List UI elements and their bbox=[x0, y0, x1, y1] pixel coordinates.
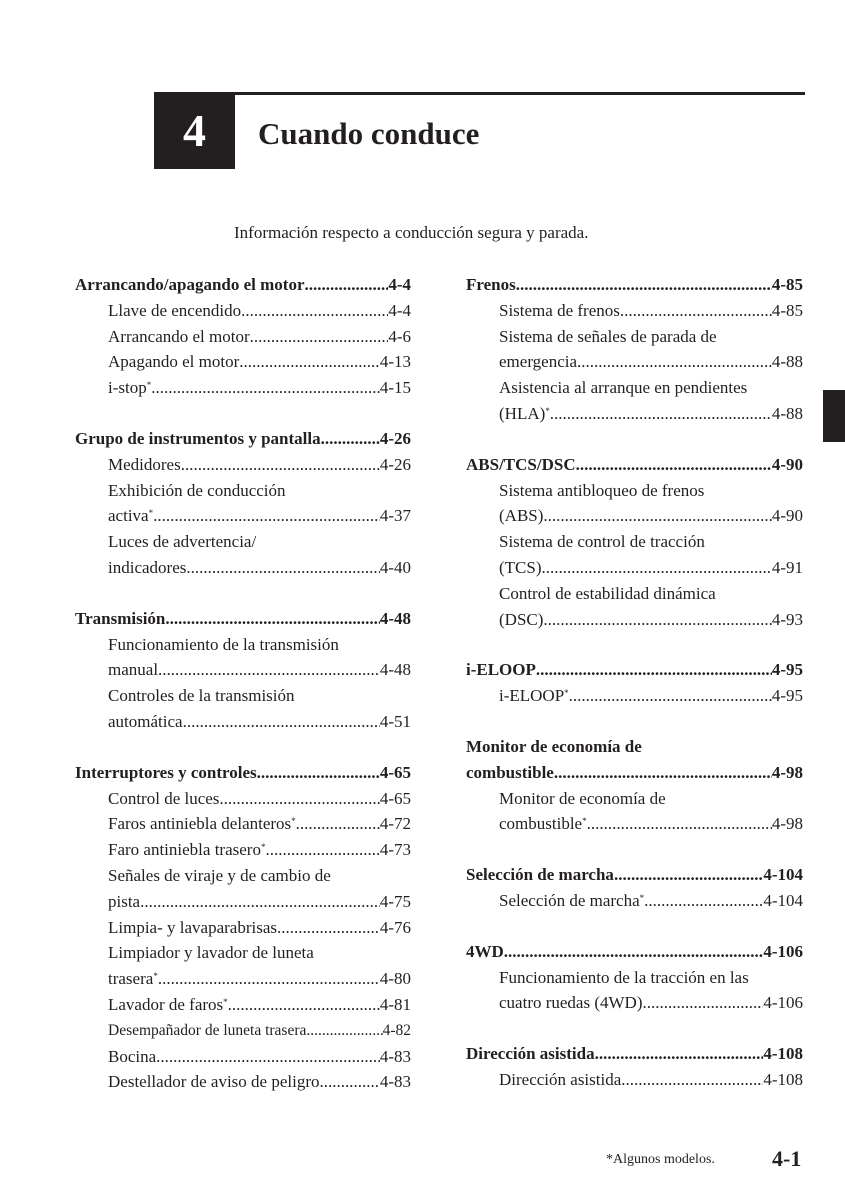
toc-page-ref[interactable]: 4-106 bbox=[763, 993, 803, 1013]
toc-section-title[interactable] bbox=[466, 760, 803, 786]
toc-entry-line bbox=[75, 683, 411, 709]
toc-section-label: Frenos bbox=[466, 275, 516, 294]
footnote-marker: * bbox=[545, 405, 550, 416]
toc-page-ref[interactable]: 4-4 bbox=[388, 300, 411, 320]
dot-leader bbox=[542, 555, 772, 581]
toc-page-ref[interactable]: 4-80 bbox=[379, 969, 411, 989]
footnote-marker: * bbox=[223, 996, 228, 1007]
toc-page-ref[interactable]: 4-83 bbox=[379, 1046, 411, 1066]
toc-page-ref[interactable]: 4-106 bbox=[763, 941, 803, 961]
toc-page-ref[interactable]: 4-90 bbox=[771, 454, 803, 474]
toc-entry-line[interactable] bbox=[75, 298, 411, 324]
toc-section-label: Selección de marcha bbox=[466, 865, 614, 885]
toc-entry-label: Monitor de economía de bbox=[499, 788, 666, 808]
toc-page-ref[interactable]: 4-65 bbox=[379, 762, 411, 782]
toc-entry-line bbox=[466, 786, 803, 812]
toc-section-title[interactable] bbox=[75, 272, 411, 298]
toc-page-ref[interactable]: 4-104 bbox=[763, 890, 803, 910]
toc-entry-label: emergencia bbox=[499, 352, 578, 372]
toc-entry-line[interactable] bbox=[466, 607, 803, 633]
toc-entry-line bbox=[75, 529, 411, 555]
toc-entry-label: pista bbox=[108, 891, 141, 911]
dot-leader bbox=[576, 452, 772, 478]
toc-section bbox=[466, 657, 803, 709]
toc-entry-line[interactable] bbox=[75, 837, 411, 863]
toc-section-title[interactable] bbox=[466, 862, 803, 888]
toc-section-title[interactable] bbox=[466, 939, 803, 965]
toc-section-label: Monitor de economía de bbox=[466, 736, 642, 756]
dot-leader bbox=[158, 657, 380, 683]
toc-page-ref[interactable]: 4-26 bbox=[379, 428, 411, 448]
toc-entry-line[interactable] bbox=[75, 324, 411, 350]
toc-entry-label: (HLA) bbox=[499, 403, 546, 423]
dot-leader bbox=[257, 760, 380, 786]
toc-page-ref[interactable]: 4-93 bbox=[771, 609, 803, 629]
toc-entry-line[interactable] bbox=[75, 889, 411, 915]
toc-entry-line[interactable] bbox=[466, 1067, 803, 1093]
footnote-marker: * bbox=[146, 380, 152, 391]
dot-leader bbox=[644, 888, 763, 914]
toc-entry-line[interactable] bbox=[75, 811, 411, 837]
toc-page-ref[interactable]: 4-85 bbox=[771, 300, 803, 320]
footnote-marker: * bbox=[153, 971, 158, 982]
toc-entry-label: manual bbox=[108, 660, 159, 680]
toc-section-title[interactable] bbox=[466, 452, 803, 478]
toc-entry-label: Control de estabilidad dinámica bbox=[499, 583, 716, 603]
dot-leader bbox=[321, 426, 380, 452]
toc-section bbox=[75, 426, 411, 581]
toc-entry-line bbox=[75, 863, 411, 889]
toc-entry-line[interactable] bbox=[466, 503, 803, 529]
toc-page-ref[interactable]: 4-37 bbox=[379, 506, 411, 526]
toc-entry-label: Apagando el motor bbox=[108, 352, 240, 372]
toc-entry-label: i-stop bbox=[108, 378, 147, 398]
toc-page-ref[interactable]: 4-6 bbox=[388, 326, 411, 346]
toc-entry-label: Medidores bbox=[108, 454, 181, 474]
toc-entry-line[interactable] bbox=[75, 1018, 411, 1044]
dot-leader bbox=[156, 1044, 380, 1070]
dot-leader bbox=[219, 786, 379, 812]
toc-section-label: 4WD bbox=[466, 941, 504, 961]
toc-entry-label: Asistencia al arranque en pendientes bbox=[499, 378, 748, 398]
toc-page-ref[interactable]: 4-4 bbox=[388, 275, 411, 294]
dot-leader bbox=[151, 375, 380, 401]
dot-leader bbox=[554, 760, 772, 786]
dot-leader bbox=[186, 555, 379, 581]
toc-section bbox=[75, 272, 411, 401]
dot-leader bbox=[569, 683, 772, 709]
footnote-marker: * bbox=[639, 892, 645, 903]
dot-leader bbox=[587, 811, 772, 837]
toc-section bbox=[466, 939, 803, 1016]
toc-entry-label: cuatro ruedas (4WD) bbox=[499, 993, 643, 1013]
toc-right-column bbox=[466, 272, 803, 1118]
dot-leader bbox=[305, 272, 389, 298]
toc-entry-label: i-ELOOP bbox=[499, 686, 565, 706]
toc-entry-line[interactable] bbox=[466, 555, 803, 581]
toc-entry-label: Selección de marcha bbox=[499, 890, 640, 910]
dot-leader bbox=[643, 990, 764, 1016]
chapter-thumb-tab bbox=[823, 390, 845, 442]
header-rule bbox=[154, 92, 805, 95]
toc-entry-label: (ABS) bbox=[499, 506, 544, 526]
toc-entry-label: activa bbox=[108, 506, 149, 526]
dot-leader bbox=[241, 298, 388, 324]
toc-page-ref[interactable]: 4-91 bbox=[771, 557, 803, 577]
footnote-marker: * bbox=[260, 842, 266, 853]
toc-section-label: ABS/TCS/DSC bbox=[466, 454, 576, 474]
toc-section bbox=[75, 760, 411, 1095]
toc-page-ref[interactable]: 4-76 bbox=[379, 917, 411, 937]
toc-section-label: combustible bbox=[466, 762, 554, 782]
toc-entry-label: Faro antiniebla trasero bbox=[108, 840, 261, 860]
toc-section-label: Grupo de instrumentos y pantalla bbox=[75, 428, 321, 448]
toc-page-ref[interactable]: 4-85 bbox=[771, 275, 803, 294]
page-number: 4-1 bbox=[772, 1146, 802, 1171]
toc-entry-line bbox=[466, 965, 803, 991]
dot-leader bbox=[550, 401, 772, 427]
footnote: *Algunos modelos. bbox=[606, 1152, 715, 1167]
toc-entry-line bbox=[75, 940, 411, 966]
dot-leader bbox=[504, 939, 764, 965]
dot-leader bbox=[165, 606, 379, 632]
dot-leader bbox=[158, 966, 380, 992]
toc-entry-label: Destellador de aviso de peligro bbox=[108, 1072, 320, 1092]
toc-entry-line bbox=[466, 478, 803, 504]
dot-leader bbox=[536, 657, 772, 683]
toc-page-ref[interactable]: 4-15 bbox=[379, 378, 411, 398]
toc-entry-line[interactable] bbox=[75, 503, 411, 529]
toc-section bbox=[466, 452, 803, 633]
toc-page-ref[interactable]: 4-26 bbox=[379, 454, 411, 474]
toc-entry-line[interactable] bbox=[75, 1044, 411, 1070]
toc-entry-line[interactable] bbox=[75, 657, 411, 683]
chapter-number: 4 bbox=[183, 105, 206, 156]
toc-entry-label: Desempañador de luneta trasera bbox=[108, 1021, 307, 1039]
toc-entry-label: (DSC) bbox=[499, 609, 544, 629]
toc-entry-label: Sistema de frenos bbox=[499, 300, 620, 320]
toc-entry-label: Limpia- y lavaparabrisas bbox=[108, 917, 277, 937]
dot-leader bbox=[621, 1067, 763, 1093]
toc-entry-line[interactable] bbox=[466, 683, 803, 709]
toc-page-ref[interactable]: 4-98 bbox=[771, 814, 803, 834]
toc-entry-line[interactable] bbox=[75, 375, 411, 401]
toc-entry-label: Bocina bbox=[108, 1046, 157, 1066]
toc-page-ref[interactable]: 4-95 bbox=[771, 686, 803, 706]
toc-entry-line bbox=[75, 478, 411, 504]
toc-section bbox=[466, 862, 803, 914]
dot-leader bbox=[228, 992, 380, 1018]
dot-leader bbox=[277, 915, 380, 941]
toc-page-ref[interactable]: 4-48 bbox=[379, 608, 411, 628]
toc-entry-line[interactable] bbox=[75, 709, 411, 735]
toc-entry-label: combustible bbox=[499, 814, 583, 834]
dot-leader bbox=[577, 349, 772, 375]
toc-entry-line bbox=[466, 375, 803, 401]
toc-entry-label: Faros antiniebla delanteros bbox=[108, 814, 292, 834]
toc-section bbox=[466, 272, 803, 427]
toc-section-title[interactable] bbox=[466, 657, 803, 683]
dot-leader bbox=[140, 889, 380, 915]
toc-entry-line bbox=[466, 581, 803, 607]
toc-entry-label: trasera bbox=[108, 969, 154, 989]
toc-section-label: i-ELOOP bbox=[466, 660, 536, 680]
dot-leader bbox=[183, 709, 380, 735]
toc-entry-line[interactable] bbox=[466, 401, 803, 427]
dot-leader bbox=[620, 298, 772, 324]
toc-entry-line[interactable] bbox=[466, 811, 803, 837]
toc-entry-label: Señales de viraje y de cambio de bbox=[108, 865, 331, 885]
dot-leader bbox=[306, 1018, 382, 1044]
footnote-marker: * bbox=[291, 816, 296, 827]
toc-section bbox=[75, 606, 411, 735]
dot-leader bbox=[153, 503, 380, 529]
toc-section-label: Dirección asistida bbox=[466, 1044, 595, 1064]
dot-leader bbox=[614, 862, 763, 888]
toc-entry-label: Funcionamiento de la transmisión bbox=[108, 634, 339, 654]
toc-entry-line[interactable] bbox=[75, 349, 411, 375]
toc-entry-line bbox=[466, 529, 803, 555]
toc-page-ref[interactable]: 4-51 bbox=[379, 711, 411, 731]
toc-page-ref[interactable]: 4-40 bbox=[379, 557, 411, 577]
toc-section-label: Arrancando/apagando el motor bbox=[75, 275, 305, 294]
toc-entry-label: (TCS) bbox=[499, 557, 542, 577]
dot-leader bbox=[543, 503, 771, 529]
toc-entry-line[interactable] bbox=[466, 990, 803, 1016]
dot-leader bbox=[265, 837, 379, 863]
toc-entry-label: Limpiador y lavador de luneta bbox=[108, 943, 314, 963]
toc-entry-line[interactable] bbox=[75, 555, 411, 581]
chapter-title: Cuando conduce bbox=[258, 116, 480, 151]
toc-entry-line bbox=[466, 324, 803, 350]
dot-leader bbox=[296, 811, 380, 837]
toc-section-title[interactable] bbox=[75, 760, 411, 786]
toc-page-ref[interactable]: 4-108 bbox=[763, 1069, 803, 1089]
toc-entry-line[interactable] bbox=[466, 298, 803, 324]
toc-page-ref[interactable]: 4-98 bbox=[771, 762, 803, 782]
toc-entry-label: Control de luces bbox=[108, 788, 220, 808]
toc-entry-label: indicadores bbox=[108, 557, 187, 577]
toc-entry-label: Llave de encendido bbox=[108, 300, 242, 320]
toc-entry-line bbox=[75, 632, 411, 658]
dot-leader bbox=[320, 1069, 380, 1095]
toc-section-title bbox=[466, 734, 803, 760]
toc-entry-line[interactable] bbox=[75, 915, 411, 941]
footnote-marker: * bbox=[582, 816, 587, 827]
toc-page-ref[interactable]: 4-65 bbox=[379, 788, 411, 808]
toc-page-ref[interactable]: 4-88 bbox=[771, 403, 803, 423]
toc-entry-label: Sistema de control de tracción bbox=[499, 532, 705, 552]
toc-left-column bbox=[75, 272, 411, 1120]
toc-entry-line[interactable] bbox=[75, 786, 411, 812]
toc-section bbox=[466, 734, 803, 837]
toc-page-ref[interactable]: 4-13 bbox=[379, 352, 411, 372]
toc-entry-label: Lavador de faros bbox=[108, 994, 224, 1014]
chapter-intro: Información respecto a conducción segura y parada. bbox=[234, 223, 589, 242]
toc-entry-label: Funcionamiento de la tracción en las bbox=[499, 967, 749, 987]
toc-entry-label: Exhibición de conducción bbox=[108, 480, 286, 500]
toc-section-title[interactable] bbox=[466, 1041, 803, 1067]
toc-page-ref[interactable]: 4-104 bbox=[763, 865, 803, 885]
dot-leader bbox=[181, 452, 380, 478]
toc-page-ref[interactable]: 4-48 bbox=[379, 660, 411, 680]
toc-page-ref[interactable]: 4-90 bbox=[771, 506, 803, 526]
toc-entry-label: automática bbox=[108, 711, 183, 731]
toc-entry-label: Controles de la transmisión bbox=[108, 686, 295, 706]
toc-entry-line[interactable] bbox=[75, 992, 411, 1018]
toc-page-ref[interactable]: 4-73 bbox=[379, 840, 411, 860]
toc-entry-label: Arrancando el motor bbox=[108, 326, 250, 346]
toc-entry-line[interactable] bbox=[75, 966, 411, 992]
toc-entry-label: Dirección asistida bbox=[499, 1069, 622, 1089]
toc-page-ref[interactable]: 4-72 bbox=[379, 814, 411, 834]
toc-entry-line[interactable] bbox=[75, 1069, 411, 1095]
chapter-number-box bbox=[154, 92, 235, 169]
toc-section bbox=[466, 1041, 803, 1093]
dot-leader bbox=[250, 324, 389, 350]
toc-entry-line[interactable] bbox=[466, 888, 803, 914]
toc-page-ref[interactable]: 4-95 bbox=[771, 660, 803, 680]
toc-entry-line[interactable] bbox=[466, 349, 803, 375]
toc-section-title[interactable] bbox=[75, 426, 411, 452]
toc-entry-label: Sistema antibloqueo de frenos bbox=[499, 480, 705, 500]
dot-leader bbox=[239, 349, 380, 375]
toc-entry-line[interactable] bbox=[75, 452, 411, 478]
toc-page-ref[interactable]: 4-81 bbox=[379, 994, 411, 1014]
toc-page-ref[interactable]: 4-108 bbox=[763, 1044, 803, 1064]
toc-entry-label: Sistema de señales de parada de bbox=[499, 326, 717, 346]
toc-section-title[interactable] bbox=[466, 272, 803, 298]
toc-page-ref[interactable]: 4-88 bbox=[771, 352, 803, 372]
footnote-marker: * bbox=[564, 688, 569, 699]
footnote-marker: * bbox=[148, 508, 154, 519]
toc-section-title[interactable] bbox=[75, 606, 411, 632]
dot-leader bbox=[595, 1041, 764, 1067]
dot-leader bbox=[543, 607, 771, 633]
toc-page-ref[interactable]: 4-75 bbox=[379, 891, 411, 911]
toc-page-ref[interactable]: 4-82 bbox=[382, 1021, 411, 1039]
toc-section-label: Transmisión bbox=[75, 608, 166, 628]
dot-leader bbox=[516, 272, 772, 298]
toc-section-label: Interruptores y controles bbox=[75, 762, 257, 782]
toc-entry-label: Luces de advertencia/ bbox=[108, 532, 257, 552]
toc-page-ref[interactable]: 4-83 bbox=[379, 1072, 411, 1092]
